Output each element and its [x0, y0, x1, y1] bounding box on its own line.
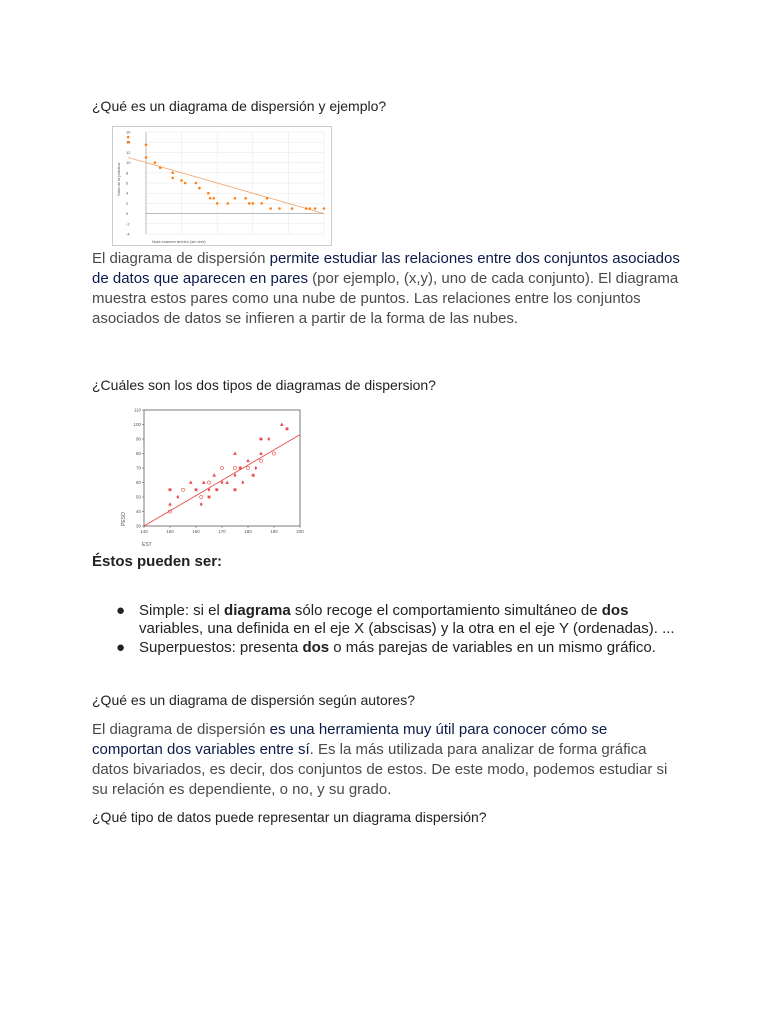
chart-2-ylabel: PESO [121, 512, 127, 526]
chart-2-y-tick-label: 40 [135, 509, 141, 515]
chart-2-x-tick-label: 190 [270, 529, 278, 534]
chart-1-data-point [266, 197, 269, 200]
chart-1-data-point [314, 207, 317, 210]
bullet-1-bold-2: dos [601, 602, 629, 619]
chart-2-data-point [233, 488, 237, 492]
chart-1-data-point [308, 207, 311, 210]
chart-2-data-point [212, 473, 216, 476]
chart-2-trendline [144, 435, 300, 526]
chart-1-data-point [127, 136, 130, 139]
chart-1-data-point [207, 192, 210, 195]
paragraph-1-lead: El diagrama de dispersión [92, 250, 270, 267]
chart-1-y-tick-label: 12 [126, 149, 131, 155]
chart-2-x-tick-label: 180 [244, 529, 252, 534]
chart-2-data-point [259, 459, 262, 462]
chart-1-y-tick-label: 2 [126, 200, 129, 206]
chart-1-data-point [127, 141, 130, 144]
bullet-1-text-1: Simple: si el [139, 602, 225, 619]
chart-2-data-point [200, 495, 203, 498]
question-according-authors: ¿Qué es un diagrama de dispersión según autores? [92, 692, 415, 708]
chart-2-data-point [207, 481, 210, 484]
chart-2-data-point [272, 452, 275, 455]
bullet-2-bold-1: dos [302, 639, 330, 656]
chart-1-data-point [195, 182, 198, 185]
chart-2-plot-frame [144, 410, 300, 526]
chart-1-data-point [248, 202, 251, 205]
chart-2-data-point [251, 473, 255, 477]
bullet-2-text-2: o más parejas de variables en un mismo gráfico. [329, 639, 656, 656]
chart-2-data-point [181, 488, 184, 491]
chart-2-data-point [202, 481, 206, 484]
chart-1-data-point [198, 187, 201, 190]
scatter-chart-weight-height [112, 404, 312, 555]
paragraph-2-highlight: es una herramienta muy útil para conocer cómo se comportan dos variables entre sí [92, 721, 608, 758]
chart-1-data-point [260, 202, 263, 205]
chart-1-data-point [305, 207, 308, 210]
chart-1-y-tick-label: -2 [126, 221, 130, 227]
chart-1-data-point [244, 197, 247, 200]
chart-1-y-tick-label: -4 [126, 231, 130, 237]
chart-2-data-point [241, 481, 244, 485]
chart-1-data-point [291, 207, 294, 210]
bullet-1-text-2: sólo recoge el comportamiento simultáneo de [290, 602, 602, 619]
chart-2-x-tick-label: 150 [166, 529, 174, 534]
question-data-type: ¿Qué tipo de datos puede representar un diagrama dispersión? [92, 809, 487, 825]
question-two-types: ¿Cuáles son los dos tipos de diagramas de dispersion? [92, 377, 436, 393]
bullet-1-bold-1: diagrama [224, 602, 291, 619]
scatter-chart-1-svg [112, 126, 332, 246]
chart-1-y-tick-label: 0 [126, 211, 129, 217]
chart-2-y-tick-label: 80 [135, 451, 141, 457]
chart-1-data-point [216, 202, 219, 205]
chart-1-data-point [227, 202, 230, 205]
types-heading: Éstos pueden ser: [92, 553, 223, 570]
chart-1-data-point [209, 197, 212, 200]
chart-1-data-point [252, 202, 255, 205]
paragraph-2-lead: El diagrama de dispersión [92, 721, 270, 738]
chart-2-data-point [285, 427, 289, 431]
chart-2-y-tick-label: 70 [135, 465, 141, 471]
bullet-1-text-3: variables, una definida en el eje X (abscisas) y la otra en el eje Y (ordenadas). ... [139, 620, 675, 637]
bullet-2-text-1: Superpuestos: presenta [139, 639, 303, 656]
chart-1-data-point [212, 197, 215, 200]
chart-2-data-point [220, 466, 223, 469]
chart-1-data-point [184, 182, 187, 185]
chart-2-data-point [200, 502, 203, 506]
chart-1-data-point [171, 172, 174, 175]
chart-2-data-point [176, 495, 179, 499]
chart-2-data-point [259, 437, 263, 441]
chart-2-data-point [246, 459, 250, 462]
chart-2-data-point [234, 473, 237, 477]
chart-2-data-point [246, 466, 249, 469]
scatter-chart-2-svg [112, 404, 312, 550]
chart-1-y-tick-label: 4 [126, 190, 129, 196]
chart-1-xlabel: Nota examen teórico (sin leer) [152, 239, 206, 244]
chart-1-y-tick-label: 10 [126, 160, 131, 166]
chart-1-data-point [145, 156, 148, 159]
bullet-marker: ● [116, 639, 126, 656]
chart-2-y-tick-label: 50 [135, 494, 141, 500]
bullet-marker: ● [116, 602, 126, 619]
chart-2-y-tick-label: 60 [135, 480, 141, 486]
chart-1-data-point [159, 166, 162, 169]
chart-2-y-tick-label: 30 [135, 523, 141, 529]
paragraph-1-rest: (por ejemplo, (x,y), uno de cada conjunto). El diagrama muestra estos pares como una nube de puntos. Las relaciones entre los conjuntos asociados de datos se infieren a partir de la forma de las nubes. [92, 270, 679, 327]
chart-2-data-point [168, 502, 172, 505]
paragraph-1-highlight: permite estudiar las relaciones entre dos conjuntos asociados de datos que aparecen en pares [92, 250, 680, 287]
types-list [92, 602, 692, 658]
list-item-simple [92, 602, 692, 638]
paragraph-tool [92, 720, 682, 800]
chart-2-data-point [254, 466, 257, 470]
chart-1-data-point [145, 143, 148, 146]
scatter-chart-example [112, 126, 332, 251]
chart-1-data-point [154, 161, 157, 164]
chart-2-x-tick-label: 170 [218, 529, 226, 534]
chart-1-ylabel: Nota de la práctica [116, 162, 121, 196]
chart-2-data-point [238, 466, 242, 470]
chart-2-data-point [225, 481, 229, 484]
chart-1-y-tick-label: 6 [126, 180, 129, 186]
chart-2-data-point [215, 488, 219, 492]
chart-1-data-point [323, 207, 326, 210]
question-what-is-scatter: ¿Qué es un diagrama de dispersión y ejemplo? [92, 98, 387, 114]
chart-2-data-point [233, 466, 236, 469]
chart-2-xlabel: EST [142, 542, 152, 548]
chart-2-data-point [280, 423, 284, 426]
chart-1-y-tick-label: 16 [126, 129, 131, 135]
chart-2-y-tick-label: 110 [133, 407, 141, 413]
chart-2-data-point [189, 481, 193, 484]
chart-2-data-point [168, 488, 172, 492]
paragraph-definition [92, 249, 682, 329]
paragraph-2-rest: . Es la más utilizada para analizar de forma gráfica datos bivariados, es decir, dos conjuntos de estos. De este modo, podemos estudiar si su relación es dependiente, o no, y su grado. [92, 741, 668, 798]
list-item-superpuestos [92, 639, 692, 657]
chart-1-y-tick-label: 8 [126, 170, 129, 176]
chart-2-y-tick-label: 90 [135, 436, 141, 442]
chart-1-data-point [180, 179, 183, 182]
chart-2-data-point [233, 452, 237, 455]
chart-1-data-point [171, 177, 174, 180]
chart-1-data-point [278, 207, 281, 210]
chart-1-data-point [234, 197, 237, 200]
chart-2-data-point [207, 495, 211, 499]
chart-2-x-tick-label: 200 [296, 529, 304, 534]
chart-2-y-tick-label: 100 [133, 422, 141, 428]
chart-2-data-point [259, 452, 263, 455]
chart-2-data-point [267, 437, 270, 441]
chart-1-data-point [269, 207, 272, 210]
chart-2-x-tick-label: 160 [192, 529, 200, 534]
chart-2-data-point [194, 488, 198, 492]
chart-2-x-tick-label: 140 [140, 529, 148, 534]
